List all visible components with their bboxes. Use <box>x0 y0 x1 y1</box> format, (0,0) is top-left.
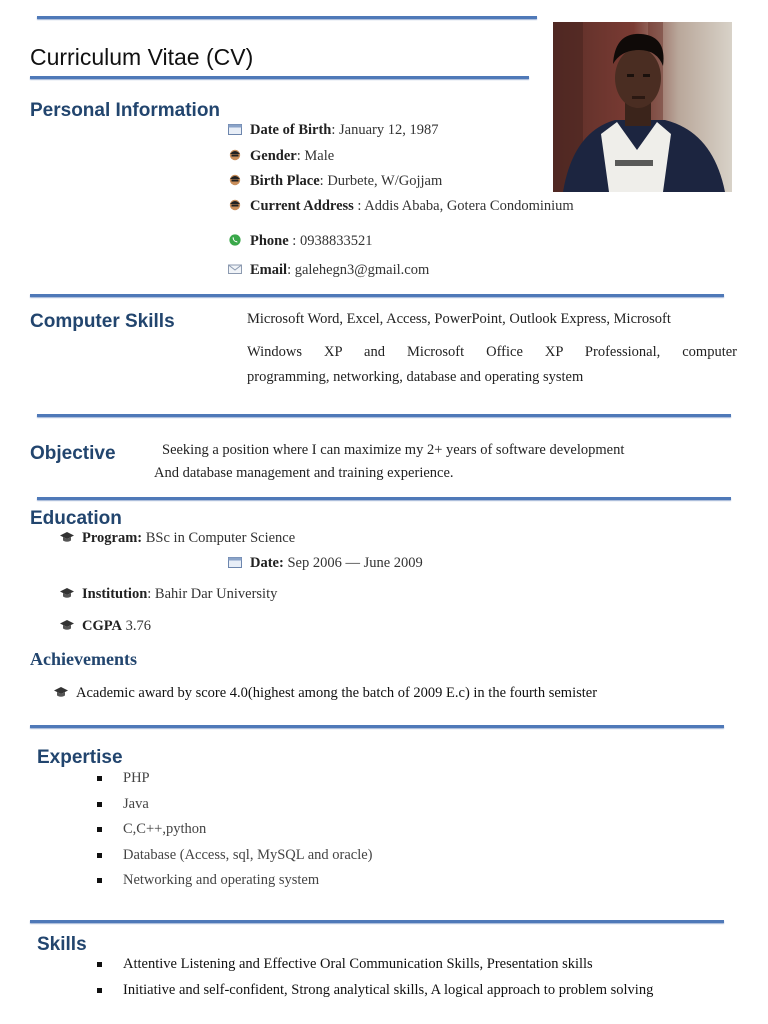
computer-skills-line1: Microsoft Word, Excel, Access, PowerPoint, Outlook Express, Microsoft <box>247 311 671 327</box>
education-program: Program: BSc in Computer Science <box>60 530 295 547</box>
title-rule <box>30 76 529 79</box>
objective-heading: Objective <box>30 443 116 464</box>
personal-info-heading: Personal Information <box>30 100 221 121</box>
expertise-list <box>97 770 373 898</box>
list-item: PHP <box>97 770 373 796</box>
gender-line: Gender: Male <box>228 148 334 165</box>
computer-skills-line3: programming, networking, database and operating system <box>247 369 584 385</box>
list-item: Java <box>97 796 373 822</box>
current-address-line: Current Address : Addis Ababa, Gotera Condominium <box>228 198 574 215</box>
calendar-icon <box>228 123 242 135</box>
phone-line: Phone : 0938833521 <box>228 233 372 250</box>
envelope-icon <box>228 263 242 275</box>
skills-list <box>97 956 653 1007</box>
achievements-rule <box>30 725 724 728</box>
birth-place-line: Birth Place: Durbete, W/Gojjam <box>228 173 442 190</box>
list-item: Networking and operating system <box>97 872 373 898</box>
list-item: Attentive Listening and Effective Oral Communication Skills, Presentation skills <box>97 956 653 982</box>
graduation-cap-icon <box>60 619 74 631</box>
list-item: Initiative and self-confident, Strong analytical skills, A logical approach to problem solving <box>97 982 653 1008</box>
achievement-item: Academic award by score 4.0(highest among the batch of 2009 E.c) in the fourth semister <box>54 685 597 702</box>
phone-icon <box>228 234 242 246</box>
person-icon <box>228 199 242 211</box>
calendar-icon <box>228 556 242 568</box>
skills-heading: Skills <box>37 934 87 955</box>
skills-rule <box>37 414 731 417</box>
expertise-heading: Expertise <box>37 747 123 768</box>
education-date: Date: Sep 2006 — June 2009 <box>228 555 423 572</box>
objective-line1: Seeking a position where I can maximize my 2+ years of software development <box>162 442 625 458</box>
top-rule <box>37 16 537 19</box>
graduation-cap-icon <box>60 587 74 599</box>
education-heading: Education <box>30 508 122 529</box>
computer-skills-heading: Computer Skills <box>30 311 175 332</box>
graduation-cap-icon <box>60 531 74 543</box>
person-icon <box>228 174 242 186</box>
list-item: Database (Access, sql, MySQL and oracle) <box>97 847 373 873</box>
expertise-rule <box>30 920 724 923</box>
date-of-birth-line: Date of Birth: January 12, 1987 <box>228 122 438 139</box>
education-institution: Institution: Bahir Dar University <box>60 586 277 603</box>
objective-rule <box>37 497 731 500</box>
person-icon <box>228 149 242 161</box>
page-title: Curriculum Vitae (CV) <box>30 44 254 70</box>
profile-photo <box>553 22 732 192</box>
personal-rule <box>30 294 724 297</box>
objective-line2: And database management and training experience. <box>154 465 454 481</box>
achievements-heading: Achievements <box>30 649 137 669</box>
education-cgpa: CGPA 3.76 <box>60 618 151 635</box>
list-item: C,C++,python <box>97 821 373 847</box>
email-line: Email: galehegn3@gmail.com <box>228 262 429 279</box>
computer-skills-line2: Windows XP and Microsoft Office XP Professional, computer <box>247 344 737 360</box>
graduation-cap-icon <box>54 686 68 698</box>
